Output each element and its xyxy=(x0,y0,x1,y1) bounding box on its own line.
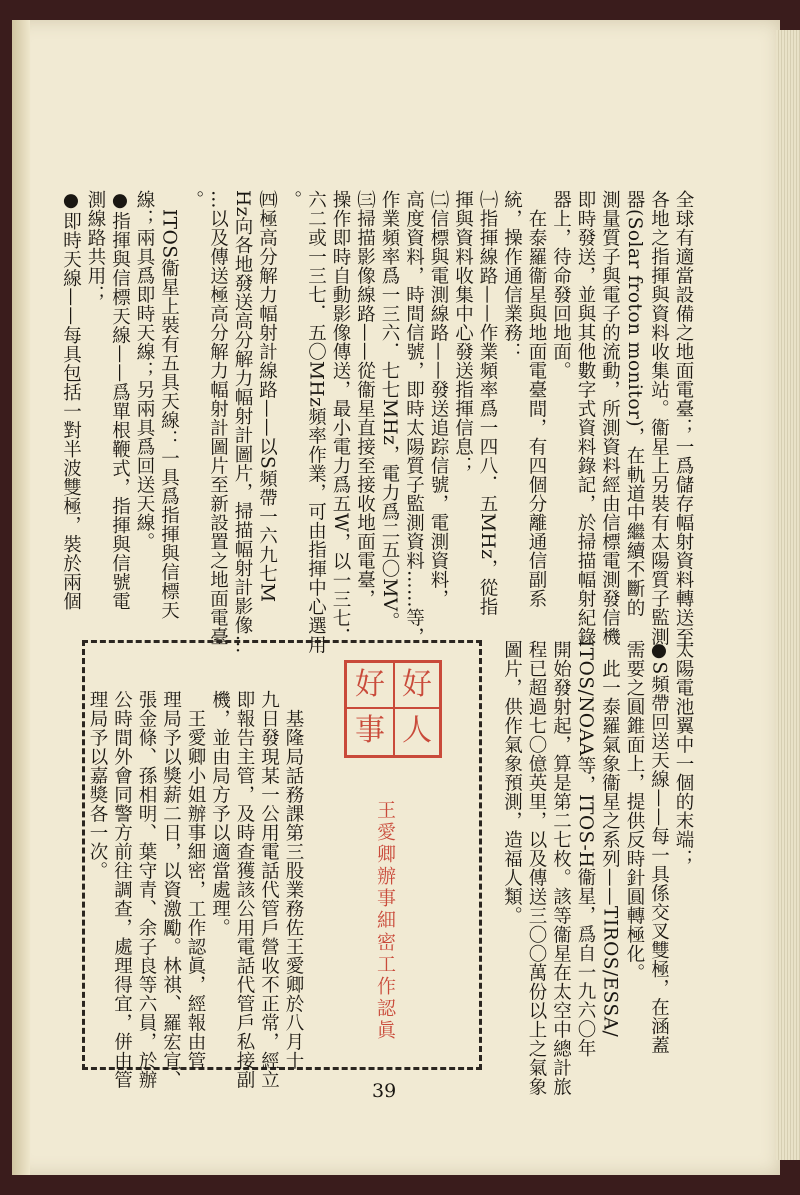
text-column: 公時間外會同警方前往調查，處理得宜，併由管 xyxy=(111,690,133,1089)
text-column: 基隆局話務課第三股業務佐王愛卿於八月十 xyxy=(283,690,304,1070)
text-column: Hz向各地發送高分解力幅射計圖片，掃描幅射計影像… xyxy=(232,190,253,654)
text-column: 程已超過七〇億英里，以及傳送三〇〇萬份以上之氣象 xyxy=(526,640,547,1096)
text-column: 開始發射起，算是第二七枚。該等衞星在太空中總計旅 xyxy=(550,640,572,1096)
text-column: 理局予以獎薪二日，以資激勵。林祺、羅宏宣、 xyxy=(160,690,182,1089)
page-number: 39 xyxy=(372,1080,397,1102)
text-column: ㈡信標與電測線路——發送追踪信號，電測資料， xyxy=(428,190,449,608)
text-column: 器(Solar froton monitor)，在軌道中繼續不斷的 xyxy=(624,190,645,618)
article-continuation-text xyxy=(501,640,695,1096)
text-column: 張金條、孫相明、葉守青、余子良等六員，於辦 xyxy=(136,690,157,1089)
page-edges xyxy=(776,30,800,1160)
text-column: 即時發送，並與其他數字式資料錄記，於掃描幅射紀錄 xyxy=(575,190,596,646)
text-column: 全球有適當設備之地面電臺；一爲儲存幅射資料轉送至 xyxy=(673,190,694,646)
text-column: 操作即時自動影像傳送，最小電力爲五W，以一三七． xyxy=(330,190,351,647)
text-column: ITOS衞星上裝有五具天線：一具爲指揮與信標天 xyxy=(158,190,180,620)
text-column: ㈠指揮線路——作業頻率爲一四八．五MHz，從指 xyxy=(477,190,498,617)
good-deed-stamp xyxy=(344,660,442,758)
text-column: ㈣極高分解力幅射計線路——以S頻帶一六九七M xyxy=(256,190,278,603)
text-column: ●指揮與信標天線——爲單根鞭式，指揮與信號電 xyxy=(109,190,131,611)
text-column: 器上，待命發回地面。 xyxy=(550,190,572,380)
text-column: 測線路共用； xyxy=(85,190,106,304)
main-article-text xyxy=(60,190,695,655)
text-column: 測量質子與電子的流動，所測資料經由信標電測發信機 xyxy=(599,190,621,646)
text-column: 在泰羅衞星與地面電臺間，有四個分離通信副系 xyxy=(526,190,547,608)
book-gutter xyxy=(12,20,30,1175)
text-column: 線；兩具爲即時天線；另兩具爲回送天線。 xyxy=(134,190,155,551)
stamp-char: 人 xyxy=(393,709,439,755)
box-body-text xyxy=(87,690,305,1089)
text-column: ㈢掃描影像線路——從衞星直接至接收地面電臺， xyxy=(354,190,376,608)
text-column: 高度資料，時間信號，即時太陽質子監測資料……等， xyxy=(403,190,425,646)
text-column: 此一泰羅氣象衞星之系列——TIROS/ESSA/ xyxy=(599,640,621,1038)
text-column: 理局予以嘉獎各一次。 xyxy=(87,690,108,880)
text-column: 太陽電池翼中一個的末端； xyxy=(673,640,694,868)
stamp-char: 好 xyxy=(393,663,439,709)
text-column: ●即時天線——每具包括一對半波雙極，裝於兩個 xyxy=(60,190,82,611)
text-column: …以及傳送極高分解力幅射計圖片至新設置之地面電臺 xyxy=(207,190,229,646)
text-column: 。 xyxy=(183,190,204,209)
text-column: 需要之圓錐面上，提供反時針圓轉極化。 xyxy=(624,640,645,982)
text-column: 。 xyxy=(281,190,302,209)
text-column: 圖片，供作氣象預測，造福人類。 xyxy=(501,640,523,925)
text-column: 作業頻率爲一三六．七七MHz，電力爲二五〇MV。 xyxy=(379,190,400,631)
text-column: 九日發現某一公用電話代管戶營收不正常，經立 xyxy=(258,690,280,1089)
text-column: ●S頻帶回送天線——每一具係交叉雙極，在涵蓋 xyxy=(648,640,670,1055)
text-column: ITOS/NOAA等，ITOS-H衞星，爲自一九六〇年 xyxy=(575,640,596,1058)
text-column: 王愛卿小姐辦事細密，工作認眞，經報由管 xyxy=(185,690,206,1070)
text-column: 六二或一三七．五〇MHz頻率作業，可由指揮中心選用 xyxy=(305,190,327,655)
text-column: 統，操作通信業務： xyxy=(501,190,523,361)
text-column: 各地之指揮與資料收集站。衞星上另裝有太陽質子監測 xyxy=(648,190,670,646)
text-column: 揮與資料收集中心發送指揮信息； xyxy=(452,190,474,475)
text-column: 即報告主管，及時查獲該公用電話代管戶私接副 xyxy=(234,690,255,1089)
stamp-char: 好 xyxy=(347,663,393,709)
text-column: 機，並由局方予以適當處理。 xyxy=(209,690,231,937)
box-headline: 王愛卿辦事細密工作認眞 xyxy=(374,800,396,1042)
stamp-char: 事 xyxy=(355,713,385,748)
